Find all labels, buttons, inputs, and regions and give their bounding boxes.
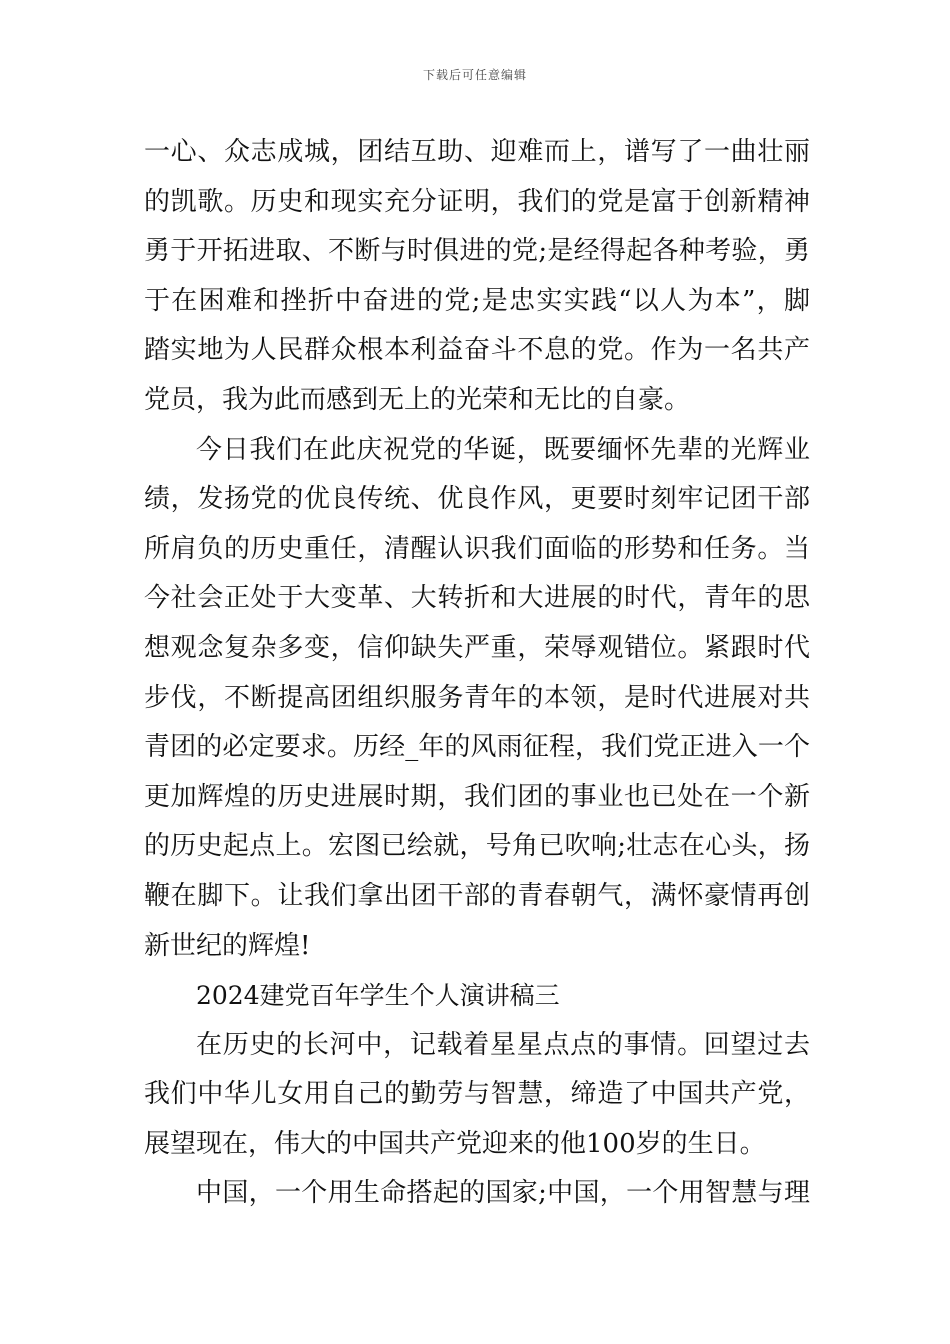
paragraph-line: 绩，发扬党的优良传统、优良作风，更要时刻牢记团干部: [144, 484, 810, 515]
section-heading: 2024建党百年学生个人演讲稿三: [196, 981, 560, 1011]
paragraph-line: 的凯歌。历史和现实充分证明，我们的党是富于创新精神: [144, 186, 810, 217]
document-body: [144, 128, 810, 1219]
paragraph-line: 所肩负的历史重任，清醒认识我们面临的形势和任务。当: [144, 533, 810, 564]
paragraph-line: 鞭在脚下。让我们拿出团干部的青春朝气，满怀豪情再创: [144, 880, 810, 911]
paragraph-line: 党员，我为此而感到无上的光荣和无比的自豪。: [144, 384, 691, 415]
paragraph-line: 想观念复杂多变，信仰缺失严重，荣辱观错位。紧跟时代: [144, 632, 810, 663]
paragraph-line: 勇于开拓进取、不断与时俱进的党;是经得起各种考验，勇: [144, 236, 810, 267]
paragraph-line: 新世纪的辉煌!: [144, 930, 311, 961]
paragraph-line: 展望现在，伟大的中国共产党迎来的他100岁的生日。: [144, 1128, 766, 1159]
paragraph-line: 于在困难和挫折中奋进的党;是忠实实践“以人为本”，脚: [144, 285, 810, 316]
header-note: 下载后可任意编辑: [422, 68, 527, 82]
paragraph-line: 一心、众志成城，团结互助、迎难而上，谱写了一曲壮丽: [144, 137, 810, 167]
paragraph-line: 在历史的长河中，记载着星星点点的事情。回望过去: [196, 1029, 810, 1060]
paragraph-line: 今日我们在此庆祝党的华诞，既要缅怀先辈的光辉业: [196, 434, 810, 465]
paragraph-line: 步伐，不断提高团组织服务青年的本领，是时代进展对共: [144, 682, 810, 713]
paragraph-line: 我们中华儿女用自己的勤劳与智慧，缔造了中国共产党，: [144, 1079, 810, 1110]
paragraph-line: 今社会正处于大变革、大转折和大进展的时代，青年的思: [144, 583, 810, 614]
paragraph-line: 更加辉煌的历史进展时期，我们团的事业也已处在一个新: [144, 781, 810, 812]
paragraph-line: 青团的必定要求。历经_年的风雨征程，我们党正进入一个: [144, 732, 810, 763]
paragraph-line: 踏实地为人民群众根本利益奋斗不息的党。作为一名共产: [144, 335, 810, 366]
paragraph-line: 中国，一个用生命搭起的国家;中国，一个用智慧与理: [196, 1178, 810, 1209]
paragraph-line: 的历史起点上。宏图已绘就，号角已吹响;壮志在心头，扬: [144, 831, 810, 862]
